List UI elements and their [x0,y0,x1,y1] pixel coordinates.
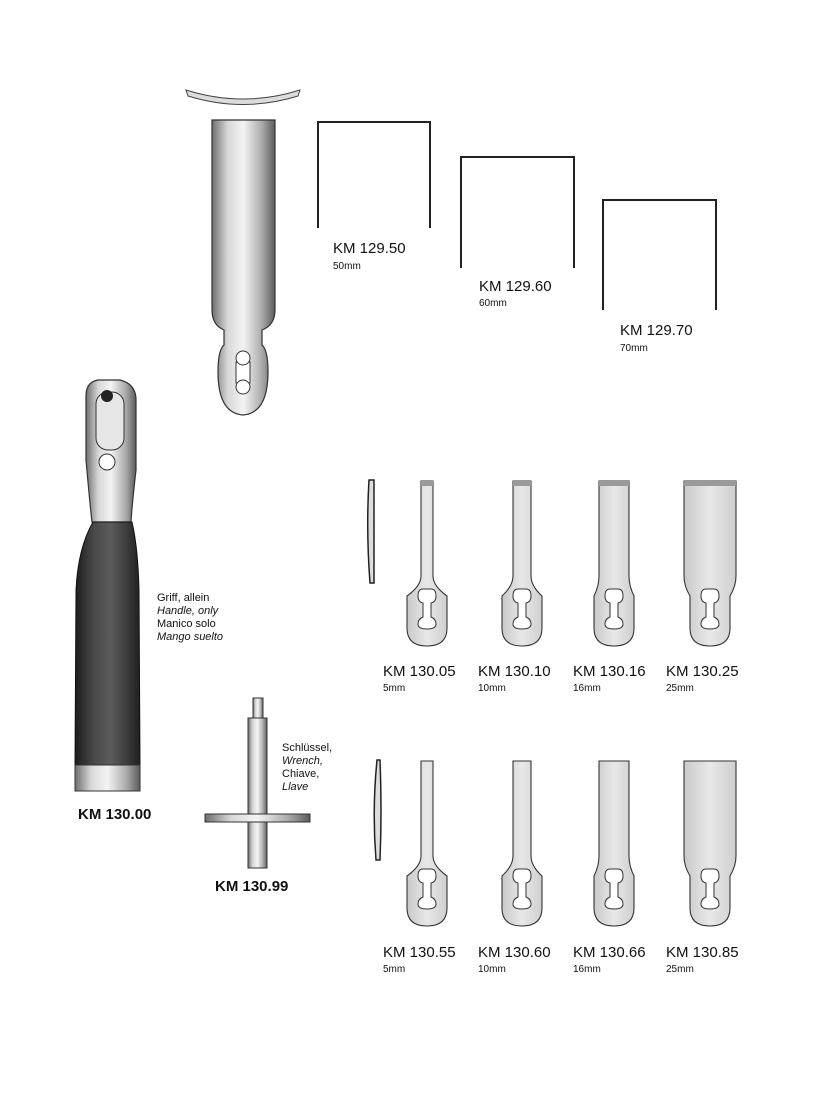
staple-km-129-70 [603,200,716,310]
blade-size: 16mm [573,964,601,975]
blade-code: KM 130.66 [573,944,646,961]
caption-line-it: Manico solo [157,618,216,630]
blade-size: 10mm [478,964,506,975]
blade-code: KM 130.10 [478,663,551,680]
wrench-caption [282,742,332,794]
blade-side-profile-row2 [374,760,381,860]
caption-line-es: Mango suelto [157,631,224,643]
blade-side-profile-row1 [368,480,374,583]
blade-size: 5mm [383,683,406,694]
blade-code: KM 130.25 [666,663,739,680]
wrench-code: KM 130.99 [215,878,289,895]
caption-line-de: Schlüssel, [282,742,333,754]
handle-caption [157,592,223,644]
caption-line-de: Griff, allein [157,592,210,604]
blade-edge-band [421,481,433,486]
blade-size: 16mm [573,683,601,694]
handle-illustration [75,380,140,791]
staple-code: KM 129.60 [479,278,552,295]
staple-code: KM 129.70 [620,322,693,339]
blade-edge-band [684,481,736,486]
blade-code: KM 130.05 [383,663,456,680]
blade-code: KM 130.60 [478,944,551,961]
blade-edge-band [599,481,629,486]
blade-size: 25mm [666,964,694,975]
staple-code: KM 129.50 [333,240,406,257]
blade-edge-band [513,481,531,486]
staple-km-129-50 [318,122,430,228]
caption-line-en: Wrench, [282,755,323,767]
blade-size: 25mm [666,683,694,694]
blade-size: 10mm [478,683,506,694]
staple-size: 60mm [479,298,507,309]
staple-size: 50mm [333,261,361,272]
caption-line-it: Chiave, [282,768,320,780]
staple-size: 70mm [620,343,648,354]
holder-profile-arc [186,90,300,105]
caption-line-es: Llave [282,781,309,793]
blade-holder [212,120,275,415]
blade-size: 5mm [383,964,406,975]
handle-code: KM 130.00 [78,806,152,823]
blade-code: KM 130.85 [666,944,739,961]
blade-code: KM 130.16 [573,663,646,680]
blade-code: KM 130.55 [383,944,456,961]
caption-line-en: Handle, only [157,605,219,617]
staple-km-129-60 [461,157,574,268]
